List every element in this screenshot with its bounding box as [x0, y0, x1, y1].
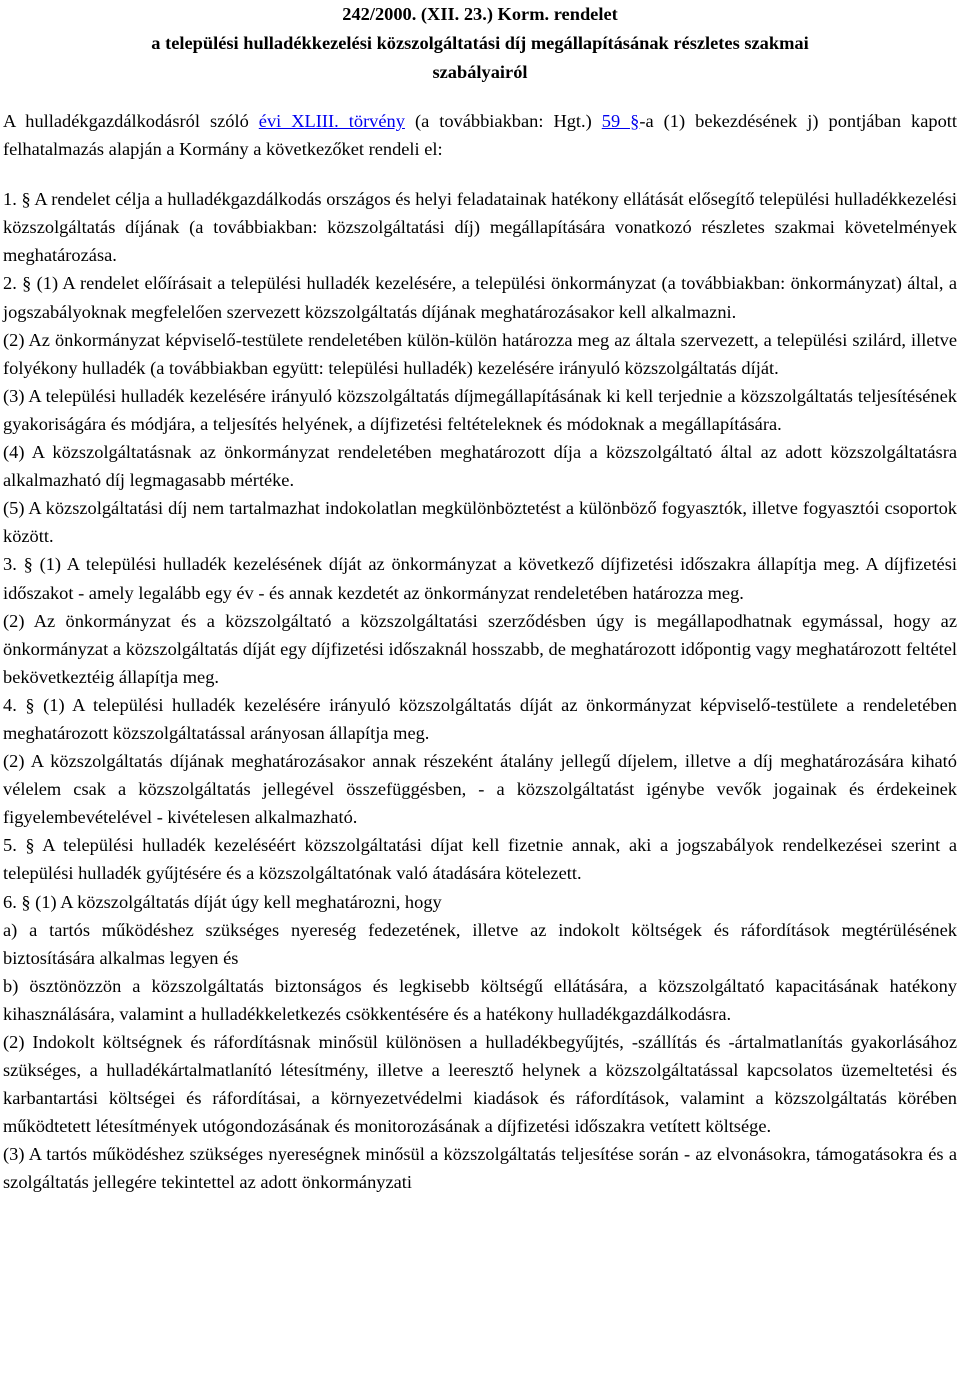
paragraph-3: (2) Az önkormányzat képviselő-testülete rendeletében külön-külön határozza meg az általa szervezett, a települési szilárd, illetve folyékony hulladék (a továbbiakban együtt: települési hulladék) kezelésére irányuló közszolgáltatás díját. [3, 329, 957, 378]
paragraph-8: (2) Az önkormányzat és a közszolgáltató a közszolgáltatási szerződésben úgy is megállapodhatnak egymással, hogy az önkormányzat a közszolgáltatás díját egy díjfizetési időszaknál hosszabb, de meghatározott időpontig vagy meghatározott feltétel bekövetkeztéig állapítja meg. [3, 610, 957, 687]
document-title [3, 0, 957, 87]
paragraph-7: 3. § (1) A települési hulladék kezelésének díját az önkormányzat a következő díjfizetési időszakra állapítja meg. A díjfizetési időszakot - amely legalább egy év - és annak kezdetét az önkormányzat rendeletében határozza meg. [3, 554, 957, 603]
paragraph-10: (2) A közszolgáltatás díjának meghatározásakor annak részeként átalány jellegű díjelem, illetve a díj meghatározására kiható vélelem csak a közszolgáltatás jellegével összefüggésben, - a közszolgáltatást igénybe vevők jogainak és érdekeinek figyelembevételével - kivételesen alkalmazható. [3, 751, 957, 828]
paragraph-4: (3) A települési hulladék kezelésére irányuló közszolgáltatás díjmegállapításának ki kell terjednie a közszolgáltatás teljesítésének gyakoriságára és módjára, a teljesítés helyének, a díjfizetési feltételeknek és módoknak a megállapítására. [3, 385, 957, 434]
paragraph-5: (4) A közszolgáltatásnak az önkormányzat rendeletében meghatározott díja a közszolgáltató által az adott közszolgáltatásra alkalmazható díj legmagasabb mértéke. [3, 442, 957, 491]
paragraph-16: (3) A tartós működéshez szükséges nyereségnek minősül a közszolgáltatás teljesítése során - az elvonásokra, támogatásokra és a szolgáltatás jellegére tekintettel az adott önkormányzati [3, 1144, 957, 1193]
paragraph-12: 6. § (1) A közszolgáltatás díját úgy kell meghatározni, hogy [3, 891, 442, 912]
paragraph-15: (2) Indokolt költségnek és ráfordításnak minősül különösen a hulladékbegyűjtés, -szállítás és -ártalmatlanítás gyakorlásához szükséges, a hulladékártalmatlanító létesítmény, illetve a leeresztő helynek a közszolgáltatással kapcsolatos üzemeltetési és karbantartási költségei és ráfordításai, a környezetvédelmi kiadások és ráfordítások, valamint a közszolgáltatás körében működtetett létesítmények utógondozásának és monitorozásának a díjfizetési időszakra vetített költsége. [3, 1032, 957, 1137]
section-link[interactable]: 59 § [601, 111, 640, 131]
paragraph-13: a) a tartós működéshez szükséges nyereség fedezetének, illetve az indokolt költségek és ráfordítások megtérülésének biztosítására alkalmas legyen és [3, 919, 957, 968]
preamble-text-3: -a (1) bekezdésének j) pontjában kapott felhatalmazás alapján a Kormány a következőket rendeli el: [3, 111, 957, 160]
title-line-2: a települési hulladékkezelési közszolgáltatási díj megállapításának részletes szakmai [151, 33, 809, 53]
law-link[interactable]: évi XLIII. törvény [258, 111, 405, 131]
paragraph-1: 1. § A rendelet célja a hulladékgazdálkodás országos és helyi feladatainak hatékony ellátását elősegítő települési hulladékkezelési közszolgáltatás díjának (a továbbiakban: közszolgáltatási díj) megállapítására vonatkozó részletes szakmai követelmények meghatározása. [3, 189, 957, 266]
preamble-text-1: A hulladékgazdálkodásról szóló [3, 111, 259, 131]
title-line-3: szabályairól [432, 62, 528, 82]
paragraph-9: 4. § (1) A települési hulladék kezelésére irányuló közszolgáltatás díját az önkormányzat képviselő-testülete a rendeletében meghatározott közszolgáltatással arányosan állapítja meg. [3, 694, 957, 743]
paragraph-6: (5) A közszolgáltatási díj nem tartalmazhat indokolatlan megkülönböztetést a különböző fogyasztók, illetve fogyasztói csoportok között. [3, 498, 957, 547]
preamble-text-2: (a továbbiakban: Hgt.) [404, 111, 602, 131]
paragraph-2: 2. § (1) A rendelet előírásait a települési hulladék kezelésére, a települési önkormányzat (a továbbiakban: önkormányzat) által, a jogszabályoknak megfelelően szervezett közszolgáltatás díjának meghatározásakor kell alkalmazni. [3, 273, 957, 322]
preamble [3, 107, 957, 163]
paragraph-11: 5. § A települési hulladék kezeléséért közszolgáltatási díjat kell fizetnie annak, aki a jogszabályok rendelkezései szerint a települési hulladék gyűjtésére és a közszolgáltatónak való átadására kötelezett. [3, 835, 957, 884]
paragraph-14: b) ösztönözzön a közszolgáltatás biztonságos és legkisebb költségű ellátására, a közszolgáltató kapacitásának hatékony kihasználására, valamint a hulladékkeletkezés csökkentésére és a hatékony hulladékgazdálkodásra. [3, 975, 957, 1024]
title-line-1: 242/2000. (XII. 23.) Korm. rendelet [342, 4, 618, 24]
